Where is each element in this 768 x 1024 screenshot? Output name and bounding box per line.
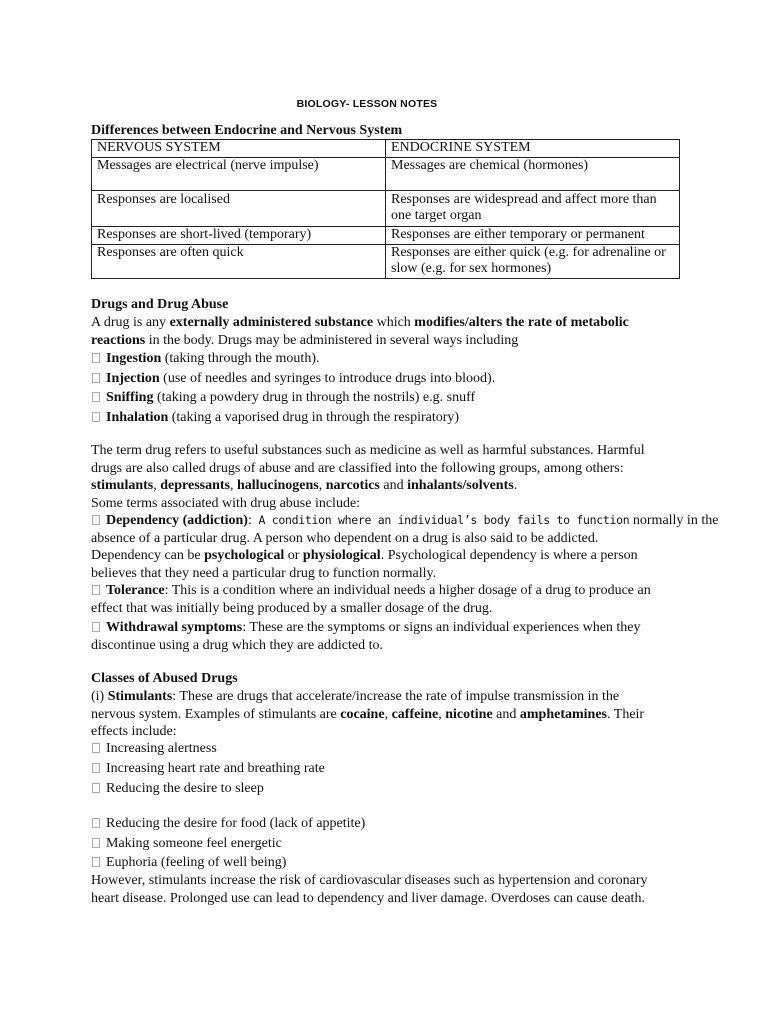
drug-group: narcotics bbox=[325, 478, 380, 494]
table-row bbox=[92, 245, 680, 279]
administration-list bbox=[91, 349, 681, 427]
table-header-endocrine: ENDOCRINE SYSTEM bbox=[386, 140, 680, 158]
bullet-box-icon bbox=[92, 783, 100, 793]
table-row bbox=[92, 158, 680, 191]
list-item: Making someone feel energetic bbox=[91, 834, 681, 854]
drug-definition-paragraph: A drug is any externally administered substance which modifies/alters the rate of metabolic reactions in the body. Drugs may be administered in several ways including bbox=[91, 315, 629, 348]
bold-term: reactions bbox=[91, 332, 146, 348]
table-cell: Messages are electrical (nerve impulse) bbox=[92, 158, 386, 191]
bullet-box-icon bbox=[92, 857, 100, 867]
list-item: Reducing the desire for food (lack of appetite) bbox=[91, 814, 681, 834]
bullet-box-icon bbox=[92, 353, 100, 363]
section-heading-drugs: Drugs and Drug Abuse bbox=[91, 297, 229, 312]
drug-term-paragraph: The term drug refers to useful substances such as medicine as well as harmful substances. Harmful drugs are also called drugs of abuse and are classified into the following groups, among others: stimulants, depressants, hallucinogens, narcotics and inhalants/solvents. Some terms associated with drug abuse include: bbox=[91, 443, 645, 511]
list-item: Ingestion (taking through the mouth). bbox=[91, 349, 681, 369]
effects-list-a bbox=[91, 739, 681, 799]
stimulants-paragraph: (i) Stimulants: These are drugs that accelerate/increase the rate of impulse transmission in the nervous system. Examples of stimulants are cocaine, caffeine, nicotine and amphetamines. Their effects include: bbox=[91, 689, 645, 740]
bullet-box-icon bbox=[92, 622, 100, 632]
list-item: Reducing the desire to sleep bbox=[91, 779, 681, 799]
document-title: BIOLOGY- LESSON NOTES bbox=[296, 98, 438, 110]
section-heading-differences: Differences between Endocrine and Nervous System bbox=[91, 123, 403, 138]
bullet-box-icon bbox=[92, 838, 100, 848]
withdrawal-item: Withdrawal symptoms: These are the symptoms or signs an individual experiences when they discontinue using a drug which they are addicted to. bbox=[91, 620, 641, 653]
table-cell: Responses are localised bbox=[92, 191, 386, 227]
list-item: Increasing alertness bbox=[91, 739, 681, 759]
effects-list-b bbox=[91, 814, 681, 873]
bullet-box-icon bbox=[92, 392, 100, 402]
table-header-row bbox=[92, 140, 680, 158]
table-header-nervous: NERVOUS SYSTEM bbox=[92, 140, 386, 158]
list-item: Increasing heart rate and breathing rate bbox=[91, 759, 681, 779]
table-cell: Responses are short-lived (temporary) bbox=[92, 227, 386, 245]
table-cell: Responses are either temporary or permanent bbox=[386, 227, 680, 245]
drug-group: depressants bbox=[160, 478, 230, 494]
closing-paragraph: However, stimulants increase the risk of cardiovascular diseases such as hypertension and coronary heart disease. Prolonged use can lead to dependency and liver damage. Overdoses can cause death. bbox=[91, 873, 648, 906]
bullet-box-icon bbox=[92, 585, 100, 595]
bold-term: externally administered substance bbox=[169, 315, 374, 330]
table-row bbox=[92, 191, 680, 227]
tolerance-item: Tolerance: This is a condition where an individual needs a higher dosage of a drug to produce an effect that was initially being produced by a smaller dosage of the drug. bbox=[91, 583, 651, 616]
comparison-table bbox=[91, 139, 680, 279]
dependency-item: Dependency (addiction): A condition where an individual’s body fails to function normally in the absence of a particular drug. A person who dependent on a drug is also said to be addicted. Dependency can be psychological or physiological. Psychological dependency is where a person believes that they need a particular drug to function normally. bbox=[91, 513, 719, 581]
bullet-box-icon bbox=[92, 763, 100, 773]
list-item: Injection (use of needles and syringes to introduce drugs into blood). bbox=[91, 369, 681, 389]
drug-group: stimulants bbox=[91, 478, 154, 494]
list-item: Sniffing (taking a powdery drug in through the nostrils) e.g. snuff bbox=[91, 388, 681, 408]
list-item: Euphoria (feeling of well being) bbox=[91, 853, 681, 873]
section-heading-classes: Classes of Abused Drugs bbox=[91, 671, 238, 686]
drug-group: hallucinogens bbox=[237, 478, 319, 494]
bold-term: modifies/alters the rate of metabolic bbox=[414, 315, 629, 330]
drug-group: inhalants/solvents bbox=[407, 478, 514, 494]
table-cell: Responses are widespread and affect more than one target organ bbox=[386, 191, 680, 227]
bullet-box-icon bbox=[92, 818, 100, 828]
bullet-box-icon bbox=[92, 373, 100, 383]
list-item: Inhalation (taking a vaporised drug in through the respiratory) bbox=[91, 408, 681, 428]
bullet-box-icon bbox=[92, 515, 100, 525]
table-cell: Messages are chemical (hormones) bbox=[386, 158, 680, 191]
bullet-box-icon bbox=[92, 412, 100, 422]
table-cell: Responses are either quick (e.g. for adrenaline or slow (e.g. for sex hormones) bbox=[386, 245, 680, 279]
table-cell: Responses are often quick bbox=[92, 245, 386, 279]
bullet-box-icon bbox=[92, 743, 100, 753]
table-row bbox=[92, 227, 680, 245]
